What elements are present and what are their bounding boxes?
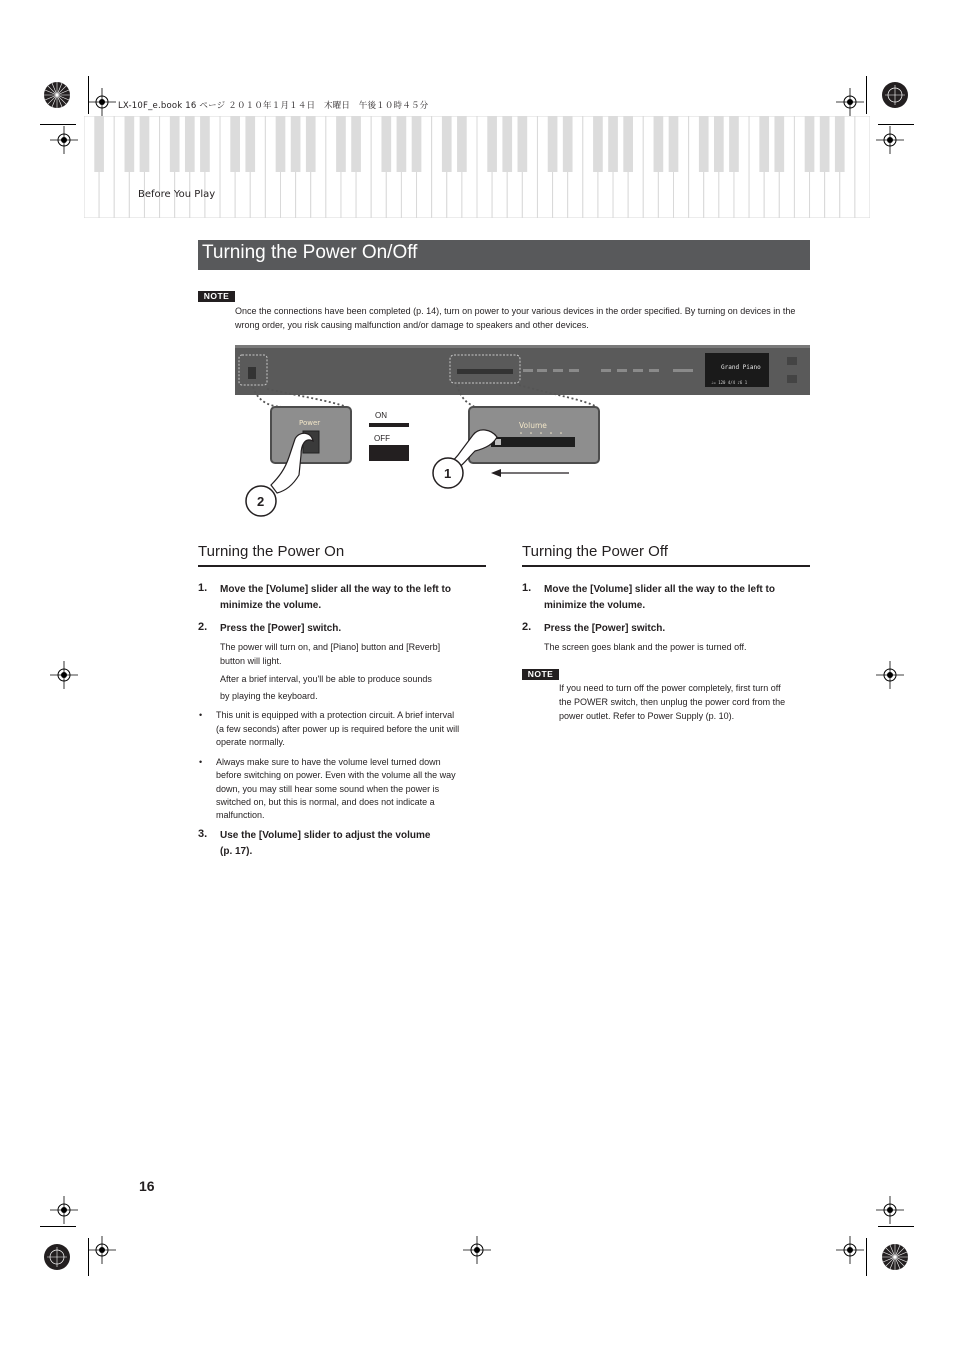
black-key bbox=[140, 116, 150, 172]
black-key bbox=[518, 116, 528, 172]
heading-rule bbox=[198, 565, 486, 567]
step-description: The power will turn on, and [Piano] button and [Reverb] button will light. bbox=[220, 642, 441, 666]
step-number: 1. bbox=[522, 582, 532, 594]
crosshair-mark-icon bbox=[88, 88, 116, 116]
crosshair-mark-icon bbox=[876, 661, 904, 689]
black-key bbox=[729, 116, 739, 172]
note-text bbox=[559, 681, 811, 723]
off-label: OFF bbox=[374, 434, 390, 443]
text-line: power outlet. Refer to Power Supply (p. 10). bbox=[559, 711, 735, 721]
text-line: down, you may still hear some sound when the power is bbox=[216, 783, 440, 794]
black-key bbox=[412, 116, 422, 172]
black-key bbox=[442, 116, 452, 172]
black-key bbox=[563, 116, 573, 172]
note-badge: NOTE bbox=[522, 669, 559, 680]
text-line: malfunction. bbox=[216, 810, 265, 821]
registration-target-icon bbox=[43, 1243, 71, 1271]
step-text: Move the [Volume] slider all the way to the left to minimize the volume. bbox=[544, 584, 775, 611]
black-key bbox=[805, 116, 815, 172]
black-key bbox=[593, 116, 603, 172]
panel-display-text: Grand Piano bbox=[721, 364, 761, 371]
black-key bbox=[245, 116, 255, 172]
black-key bbox=[125, 116, 135, 172]
bullet-mark: • bbox=[199, 757, 203, 767]
black-key bbox=[230, 116, 240, 172]
registration-target-icon bbox=[881, 81, 909, 109]
text-line: the POWER switch, then unplug the power cord from the bbox=[559, 697, 786, 707]
intro-note-text: Once the connections have been completed (p. 14), turn on power to your various devices in the order specified. By turning on devices in the wrong order, you risk causing malfunction and/or damage to speakers and other devices. bbox=[235, 306, 796, 330]
crosshair-mark-icon bbox=[463, 1236, 491, 1264]
black-key bbox=[94, 116, 104, 172]
black-key bbox=[623, 116, 633, 172]
step-text: Press the [Power] switch. bbox=[544, 623, 666, 634]
svg-text:♩= 120 4/4 ♪6 1: ♩= 120 4/4 ♪6 1 bbox=[711, 380, 748, 385]
text-line: before switching on power. Even with the volume all the way bbox=[216, 770, 456, 781]
step-description: The screen goes blank and the power is turned off. bbox=[544, 642, 747, 652]
step-text: Use the [Volume] slider to adjust the volume (p. 17). bbox=[220, 830, 431, 857]
on-label: ON bbox=[375, 411, 387, 420]
heading-power-on: Turning the Power On bbox=[198, 543, 345, 560]
black-key bbox=[336, 116, 346, 172]
black-key bbox=[170, 116, 180, 172]
file-header: LX-10F_e.book 16 ページ ２０１０年１月１４日 木曜日 午後１０時４５分 bbox=[118, 101, 429, 111]
black-key bbox=[397, 116, 407, 172]
step-description: After a brief interval, you'll be able to produce sounds by playing the keyboard. bbox=[220, 674, 432, 701]
text-line: switched on, but this is normal, and does not indicate a bbox=[216, 796, 435, 807]
black-key bbox=[774, 116, 784, 172]
black-key bbox=[185, 116, 195, 172]
black-key bbox=[457, 116, 467, 172]
step-number: 3. bbox=[198, 828, 208, 840]
on-switch-icon bbox=[369, 423, 409, 427]
registration-starburst-icon bbox=[43, 81, 71, 109]
note-badge: NOTE bbox=[198, 291, 235, 302]
black-key bbox=[835, 116, 845, 172]
section-label: Before You Play bbox=[138, 189, 216, 200]
black-key bbox=[820, 116, 830, 172]
step-number: 1. bbox=[198, 582, 208, 594]
svg-text:2: 2 bbox=[257, 494, 265, 509]
crosshair-mark-icon bbox=[50, 1196, 78, 1224]
bullet-text bbox=[216, 756, 488, 822]
step-text: Move the [Volume] slider all the way to the left to minimize the volume. bbox=[220, 584, 451, 611]
text-line: (a few seconds) after power up is required before the unit will bbox=[216, 723, 460, 734]
text-line: If you need to turn off the power completely, first turn off bbox=[559, 683, 781, 693]
black-key bbox=[487, 116, 497, 172]
keyboard-decoration bbox=[84, 116, 870, 218]
off-switch-icon bbox=[369, 445, 409, 459]
crosshair-mark-icon bbox=[88, 1236, 116, 1264]
black-key bbox=[608, 116, 618, 172]
step-number: 2. bbox=[522, 621, 532, 633]
crosshair-mark-icon bbox=[50, 126, 78, 154]
black-key bbox=[291, 116, 301, 172]
black-key bbox=[381, 116, 391, 172]
svg-text:1: 1 bbox=[444, 466, 452, 481]
step-text: Press the [Power] switch. bbox=[220, 623, 342, 634]
black-key bbox=[306, 116, 316, 172]
black-key bbox=[714, 116, 724, 172]
crosshair-mark-icon bbox=[876, 126, 904, 154]
crosshair-mark-icon bbox=[876, 1196, 904, 1224]
crosshair-mark-icon bbox=[836, 1236, 864, 1264]
volume-closeup-label: Volume bbox=[519, 421, 547, 430]
page-title-bar bbox=[198, 240, 810, 270]
text-line: operate normally. bbox=[216, 737, 285, 747]
text-line: This unit is equipped with a protection circuit. A brief interval bbox=[216, 710, 455, 720]
power-closeup-label: Power bbox=[299, 419, 321, 427]
black-key bbox=[351, 116, 361, 172]
page-number: 16 bbox=[139, 1178, 155, 1194]
crosshair-mark-icon bbox=[50, 661, 78, 689]
white-key bbox=[855, 116, 870, 218]
step-number: 2. bbox=[198, 621, 208, 633]
black-key bbox=[548, 116, 558, 172]
power-panel-illustration bbox=[235, 345, 810, 520]
bullet-text bbox=[216, 709, 488, 750]
black-key bbox=[502, 116, 512, 172]
black-key bbox=[276, 116, 286, 172]
heading-rule bbox=[522, 565, 810, 567]
text-line: Always make sure to have the volume level turned down bbox=[216, 757, 441, 767]
volume-slider-track bbox=[491, 437, 575, 447]
black-key bbox=[654, 116, 664, 172]
black-key bbox=[669, 116, 679, 172]
black-key bbox=[200, 116, 210, 172]
registration-starburst-icon bbox=[881, 1243, 909, 1271]
page-title: Turning the Power On/Off bbox=[202, 242, 418, 263]
black-key bbox=[699, 116, 709, 172]
crosshair-mark-icon bbox=[836, 88, 864, 116]
heading-power-off: Turning the Power Off bbox=[522, 543, 668, 560]
black-key bbox=[759, 116, 769, 172]
bullet-mark: • bbox=[199, 710, 203, 720]
